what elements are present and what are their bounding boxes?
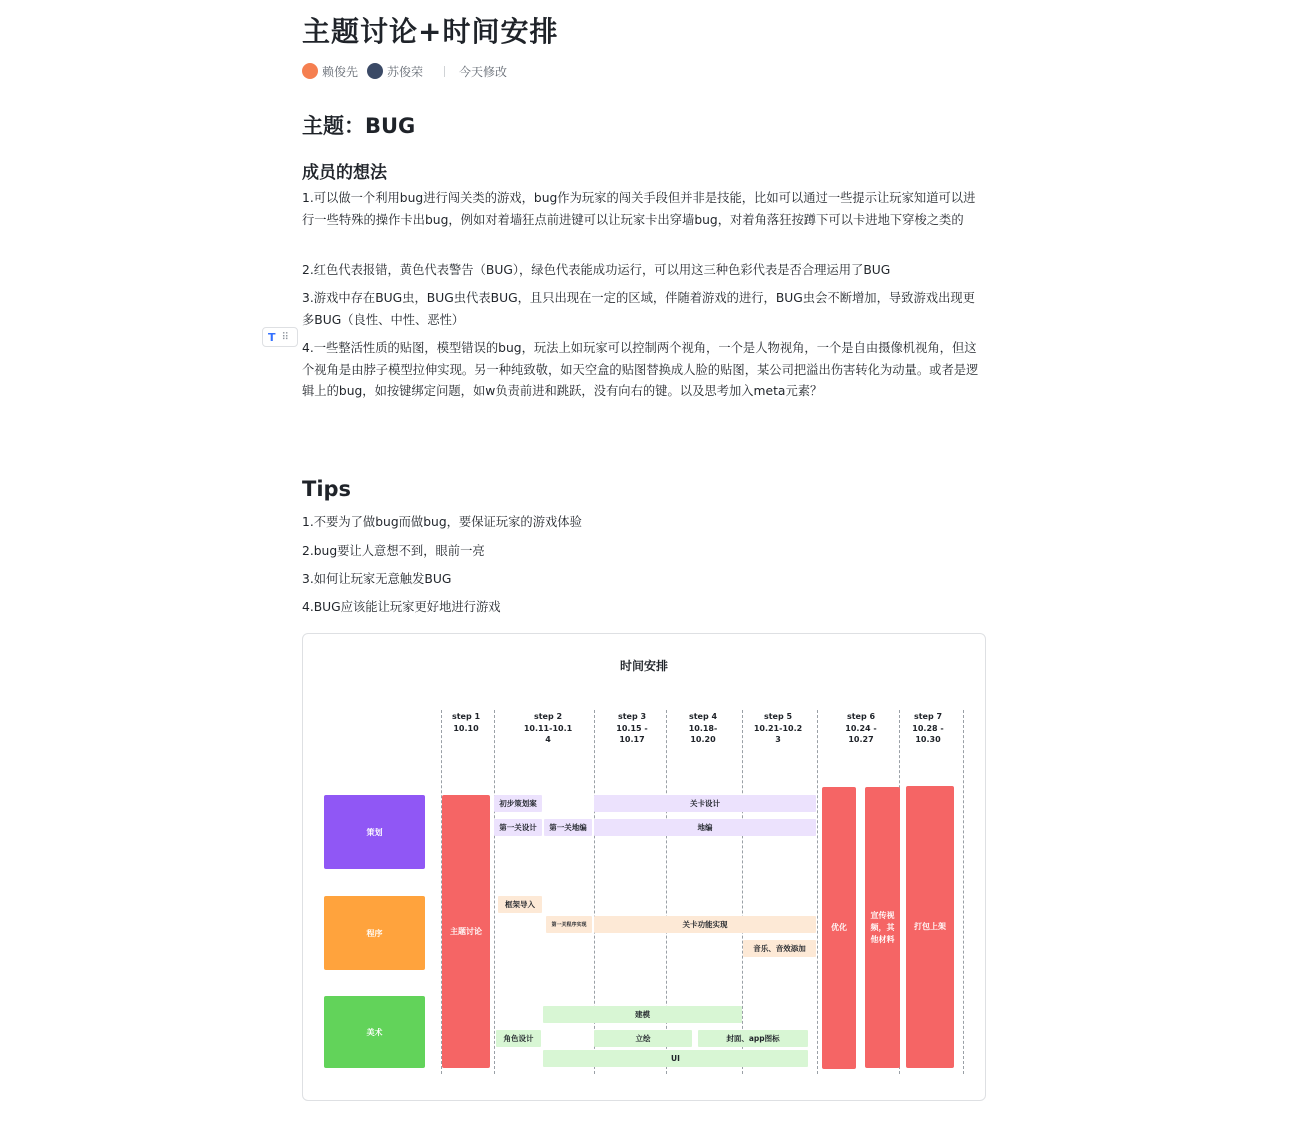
role-programming: 程序 [324,896,425,970]
step-header: step 4 10.18- 10.20 [688,712,718,744]
task-level1-map: 第一关地编 [544,819,592,836]
task-modeling: 建模 [543,1006,742,1023]
task-audio: 音乐、音效添加 [743,940,816,957]
drag-handle-icon[interactable]: ⠿ [281,331,289,343]
avatar[interactable] [367,63,383,79]
tip-item: 3.如何让玩家无意触发BUG [302,572,452,586]
avatar[interactable] [302,63,318,79]
page-title: 主题讨论+时间安排 [302,15,559,48]
column-divider [963,710,964,1074]
phase-discussion: 主题讨论 [442,795,490,1068]
tip-item: 4.BUG应该能让玩家更好地进行游戏 [302,600,501,614]
author-name[interactable]: 赖俊先 [322,64,359,79]
divider [444,66,445,77]
role-art: 美术 [324,996,425,1068]
task-cover: 封面、app图标 [698,1030,808,1047]
step-header: step 7 10.28 - 10.30 [912,712,944,744]
step-header: step 3 10.15 - 10.17 [616,712,648,744]
paragraph: 1.可以做一个利用bug进行闯关类的游戏，bug作为玩家的闯关手段但并非是技能，比如可以通过一些提示让玩家知道可以进行一些特殊的操作卡出bug，例如对着墙狂点前进键可以让玩家卡出穿墙bug，对着角落狂按蹲下可以卡进地下穿梭之类的 [302,191,976,227]
phase-optimize: 优化 [822,787,856,1069]
task-level1-design: 第一关设计 [494,819,542,836]
task-ui: UI [543,1050,808,1067]
paragraph: 4.一些整活性质的贴图，模型错误的bug，玩法上如玩家可以控制两个视角，一个是人物视角，一个是自由摄像机视角，但这个视角是由脖子模型拉伸实现。另一种纯致敬，如天空盒的贴图替换成人脸的贴图，某公司把溢出伤害转化为动量。或者是逻辑上的bug，如按键绑定问题，如w负责前进和跳跃，没有向右的键。以及思考加入meta元素？ [302,341,979,398]
column-divider [742,710,743,1074]
tip-item: 1.不要为了做bug而做bug，要保证玩家的游戏体验 [302,515,582,529]
task-level1-program: 第一关程序实现 [546,916,592,933]
task-character: 角色设计 [496,1030,541,1047]
column-divider [817,710,818,1074]
step-header: step 5 10.21-10.2 3 [753,712,803,744]
author-name[interactable]: 苏俊荣 [387,64,424,79]
doc-meta [302,61,507,81]
tip-item: 2.bug要让人意想不到，眼前一亮 [302,544,485,558]
phase-release: 打包上架 [906,786,954,1068]
step-header: step 1 10.10 [451,712,481,733]
task-initial-plan: 初步策划案 [494,795,542,812]
schedule-whiteboard[interactable] [302,633,986,1101]
column-divider [494,710,495,1074]
section-heading-tips: Tips [302,477,352,501]
paragraph: 3.游戏中存在BUG虫，BUG虫代表BUG，且只出现在一定的区域，伴随着游戏的进行，BUG虫会不断增加，导致游戏出现更多BUG（良性、中性、恶性） [302,291,975,327]
task-framework: 框架导入 [498,896,542,913]
task-level-features: 关卡功能实现 [594,916,816,933]
step-header: step 2 10.11-10.1 4 [523,712,573,744]
schedule-title: 时间安排 [619,659,668,673]
block-handle[interactable] [262,327,298,347]
subheading-member-ideas: 成员的想法 [302,163,387,183]
task-level-design: 关卡设计 [594,795,816,812]
paragraph: 2.红色代表报错，黄色代表警告（BUG），绿色代表能成功运行，可以用这三种色彩代表是否合理运用了BUG [302,263,891,277]
section-heading-bug: 主题：BUG [302,114,416,138]
modified-time: 今天修改 [459,64,508,79]
phase-promo: 宣传视 频，其 他材料 [865,787,900,1068]
step-header: step 6 10.24 - 10.27 [845,712,877,744]
task-level-map: 地编 [594,819,816,836]
role-planning: 策划 [324,795,425,869]
text-block-icon[interactable]: T [268,330,276,344]
task-illustration: 立绘 [594,1030,692,1047]
